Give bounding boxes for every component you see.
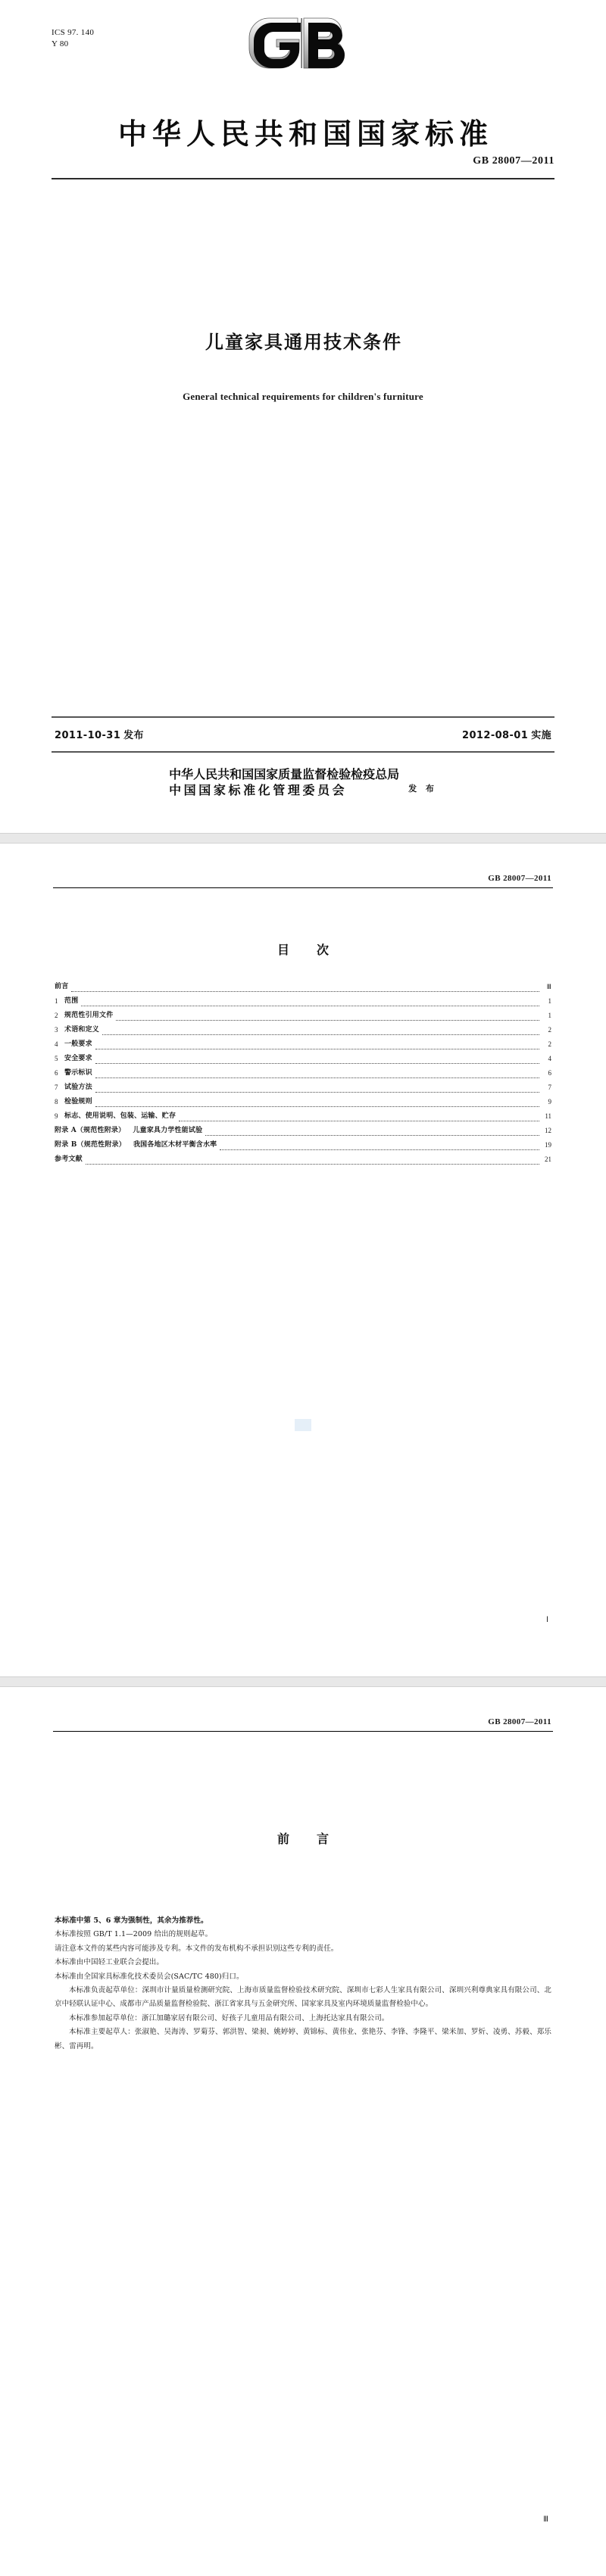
toc-entry-page-number: 1 [548, 997, 551, 1005]
foreword-paragraph: 本标准主要起草人：张淑艳、吴海涛、罗菊芬、郭洪智、梁昶、姚婷婷、黄锦标、黄伟业、张艳芬、李锋、李隆平、梁米加、罗炘、凌勇、苏毅、郑乐彬、雷再明。 [55, 2028, 551, 2051]
toc-entry-number: 8 [55, 1098, 58, 1106]
toc-entry-number: 4 [55, 1040, 58, 1048]
toc-entry-page-number: 21 [545, 1155, 551, 1163]
issue-date-verb: 发布 [123, 730, 144, 741]
toc-entry-page-number: 2 [548, 1026, 551, 1034]
toc-entry[interactable] [55, 1124, 551, 1138]
toc-leader-dots [116, 1020, 539, 1021]
issuing-authority-block [0, 766, 606, 798]
issuer-line-2: 中国国家标准化管理委员会 [169, 783, 348, 797]
cover-page [0, 0, 606, 833]
issuer-line-1: 中华人民共和国国家质量监督检验检疫总局 [169, 767, 400, 781]
toc-entry[interactable] [55, 994, 551, 1009]
toc-entry-number: 9 [55, 1112, 58, 1120]
toc-entry-label: 前言 [55, 983, 69, 990]
effective-date: 2012-08-01 [462, 730, 529, 741]
document-title-english: General technical requirements for children's furniture [183, 391, 423, 402]
foreword-paragraph: 请注意本文件的某些内容可能涉及专利。本文件的发布机构不承担识别这些专利的责任。 [55, 1944, 339, 1953]
toc-heading: 目 次 [276, 943, 336, 957]
toc-leader-dots [95, 1106, 539, 1107]
foreword-header-rule [53, 1731, 553, 1732]
effective-date-block [462, 727, 551, 741]
toc-entry[interactable] [55, 1037, 551, 1052]
foreword-paragraph: 本标准中第 5、6 章为强制性，其余为推荐性。 [55, 1916, 208, 1925]
foreword-paragraph: 本标准按照 GB/T 1.1—2009 给出的规则起草。 [55, 1930, 213, 1939]
toc-entry-number: 6 [55, 1069, 58, 1077]
ccs-code: Y 80 [52, 39, 69, 48]
toc-entry-page-number: Ⅲ [546, 983, 551, 990]
cover-header-rule [52, 178, 554, 179]
toc-entry[interactable] [55, 1138, 551, 1152]
toc-entry-label: 规范性引用文件 [64, 1012, 114, 1019]
table-of-contents-page [0, 844, 606, 1676]
toc-leader-dots [205, 1135, 539, 1136]
toc-entry-label: 标志、使用说明、包装、运输、贮存 [64, 1112, 176, 1120]
foreword-paragraph: 本标准由中国轻工业联合会提出。 [55, 1958, 164, 1967]
toc-entry-label: 范围 [64, 997, 79, 1005]
toc-leader-dots [71, 991, 539, 992]
toc-entry-number: 5 [55, 1055, 58, 1062]
toc-entry-page-number: 19 [545, 1141, 551, 1149]
toc-entry-label: 警示标识 [64, 1069, 92, 1077]
toc-running-head: GB 28007—2011 [488, 874, 551, 883]
toc-leader-dots [86, 1164, 539, 1165]
scan-artifact-watermark [295, 1419, 311, 1431]
toc-entry[interactable] [55, 1081, 551, 1095]
toc-folio: Ⅰ [546, 1616, 548, 1624]
foreword-folio: Ⅲ [543, 2515, 548, 2524]
toc-entry-label: 参考文献 [55, 1155, 83, 1163]
toc-entry-label: 术语和定义 [64, 1026, 100, 1034]
toc-entry[interactable] [55, 1052, 551, 1066]
foreword-paragraph: 本标准负责起草单位：深圳市计量质量检测研究院、上海市质量监督检验技术研究院、深圳市七彩人生家具有限公司、深圳兴利尊典家具有限公司、北京中轻联认证中心、成都市产品质量监督检验院、浙江省家具与五金研究所、国家家具及室内环境质量监督检验中心。 [55, 1986, 551, 2009]
toc-entry-page-number: 2 [548, 1040, 551, 1048]
dates-rule-top [52, 716, 554, 718]
toc-entry-label: 附录 B（规范性附录） [55, 1141, 126, 1149]
toc-leader-dots [95, 1063, 539, 1064]
gb-emblem-logo [0, 14, 606, 73]
toc-entry-number: 1 [55, 997, 58, 1005]
toc-leader-dots [95, 1077, 539, 1078]
foreword-page [0, 1687, 606, 2576]
toc-entry[interactable] [55, 1023, 551, 1037]
effective-date-verb: 实施 [531, 730, 551, 741]
toc-entry-page-number: 7 [548, 1084, 551, 1091]
issue-date: 2011-10-31 [55, 730, 121, 741]
foreword-body [55, 1914, 551, 2054]
toc-entry-label: 检验规则 [64, 1098, 92, 1106]
toc-entry-page-number: 4 [548, 1055, 551, 1062]
toc-entry-label: 附录 A（规范性附录） [55, 1127, 126, 1134]
dates-rule-bottom [52, 751, 554, 753]
toc-entry[interactable] [55, 980, 551, 994]
toc-entry-label: 安全要求 [64, 1055, 92, 1062]
toc-entry-page-number: 6 [548, 1069, 551, 1077]
toc-entry[interactable] [55, 1152, 551, 1167]
issuer-action-label: 发 布 [408, 784, 437, 794]
issue-date-block [55, 727, 144, 741]
toc-entry[interactable] [55, 1009, 551, 1023]
toc-entry-page-number: 11 [545, 1112, 551, 1120]
toc-entry-number: 7 [55, 1084, 58, 1091]
toc-leader-dots [102, 1034, 539, 1035]
ics-code: ICS 97. 140 [52, 28, 95, 37]
foreword-paragraph: 本标准参加起草单位：浙江加璐家居有限公司、好孩子儿童用品有限公司、上海托达家具有限公司。 [69, 2013, 389, 2022]
toc-entry-number: 2 [55, 1012, 58, 1019]
toc-entry-page-number: 1 [548, 1012, 551, 1019]
toc-entry-label: 试验方法 [64, 1084, 92, 1091]
foreword-paragraph: 本标准由全国家具标准化技术委员会(SAC/TC 480)归口。 [55, 1972, 244, 1981]
page-separator-1 [0, 833, 606, 844]
toc-header-rule [53, 887, 553, 888]
toc-leader-dots [95, 1092, 539, 1093]
cover-standard-number: GB 28007—2011 [473, 155, 554, 167]
national-standard-banner: 中华人民共和国国家标准 [117, 117, 493, 151]
foreword-running-head: GB 28007—2011 [488, 1717, 551, 1726]
toc-entry-number: 3 [55, 1026, 58, 1034]
toc-entry[interactable] [55, 1095, 551, 1109]
toc-entry-sublabel: 我国各地区木材平衡含水率 [133, 1141, 217, 1149]
toc-entry-sublabel: 儿童家具力学性能试验 [133, 1127, 203, 1134]
foreword-heading: 前 言 [276, 1832, 336, 1846]
toc-entry-page-number: 12 [545, 1127, 551, 1134]
toc-entry-label: 一般要求 [64, 1040, 92, 1048]
toc-entry-page-number: 9 [548, 1098, 551, 1106]
toc-leader-dots [220, 1149, 539, 1150]
toc-entry[interactable] [55, 1109, 551, 1124]
toc-entry[interactable] [55, 1066, 551, 1081]
toc-list [55, 980, 551, 1167]
page-separator-2 [0, 1676, 606, 1687]
document-title-chinese: 儿童家具通用技术条件 [205, 332, 402, 353]
